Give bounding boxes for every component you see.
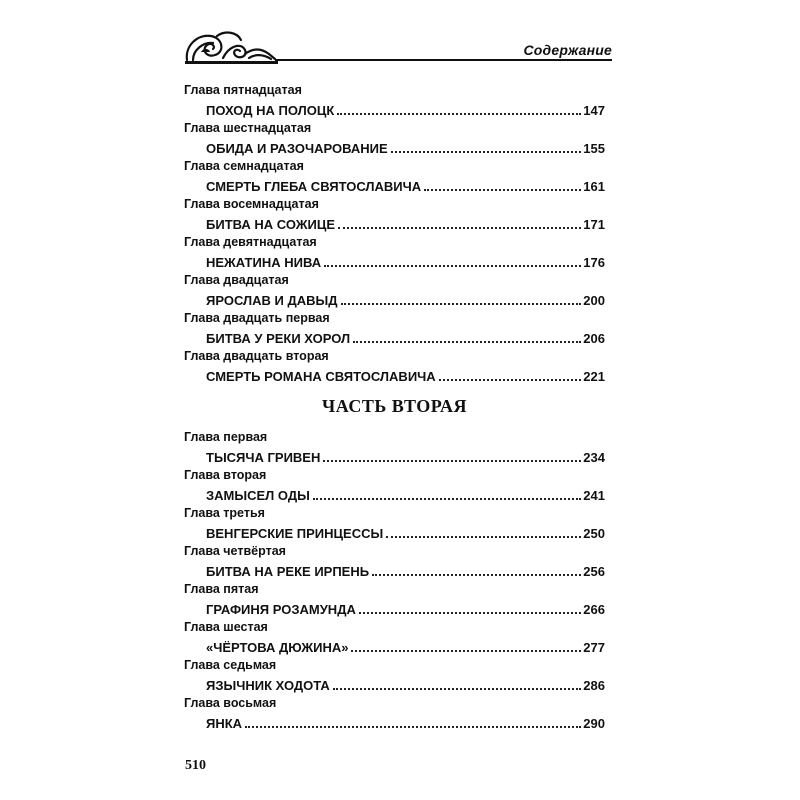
chapter-label: Глава двадцать первая bbox=[184, 311, 330, 325]
dot-leader bbox=[372, 574, 581, 576]
chapter-label: Глава вторая bbox=[184, 468, 267, 482]
chapter-page-number: 250 bbox=[583, 526, 605, 541]
dot-leader bbox=[323, 460, 581, 462]
chapter-title: НЕЖАТИНА НИВА bbox=[206, 255, 322, 270]
chapter-page-number: 241 bbox=[583, 488, 605, 503]
decorative-scroll-ornament-icon bbox=[183, 28, 278, 66]
toc-entry bbox=[184, 158, 605, 196]
dot-leader bbox=[359, 612, 581, 614]
toc-entry-line bbox=[206, 213, 605, 232]
chapter-label: Глава пятая bbox=[184, 582, 259, 596]
toc-entry-line bbox=[206, 175, 605, 194]
chapter-label: Глава шестая bbox=[184, 620, 268, 634]
chapter-title: БИТВА НА РЕКЕ ИРПЕНЬ bbox=[206, 564, 370, 579]
dot-leader bbox=[245, 726, 581, 728]
toc-entry-line bbox=[206, 289, 605, 308]
dot-leader bbox=[351, 650, 581, 652]
chapter-title: «ЧЁРТОВА ДЮЖИНА» bbox=[206, 640, 349, 655]
toc-entry bbox=[184, 543, 605, 581]
chapter-label: Глава седьмая bbox=[184, 658, 277, 672]
chapter-page-number: 256 bbox=[583, 564, 605, 579]
chapter-page-number: 290 bbox=[583, 716, 605, 731]
chapter-page-number: 171 bbox=[583, 217, 605, 232]
toc-entry bbox=[184, 272, 605, 310]
table-of-contents bbox=[184, 82, 605, 733]
toc-entry-line bbox=[206, 560, 605, 579]
toc-entry-line bbox=[206, 522, 605, 541]
chapter-page-number: 286 bbox=[583, 678, 605, 693]
dot-leader bbox=[337, 113, 581, 115]
page-number: 510 bbox=[185, 758, 206, 773]
chapter-label: Глава восемнадцатая bbox=[184, 197, 319, 211]
toc-entry bbox=[184, 581, 605, 619]
chapter-title: ОБИДА И РАЗОЧАРОВАНИЕ bbox=[206, 141, 388, 156]
chapter-label: Глава пятнадцатая bbox=[184, 83, 302, 97]
toc-part-two bbox=[184, 429, 605, 733]
toc-entry bbox=[184, 619, 605, 657]
part-two-heading: ЧАСТЬ ВТОРАЯ bbox=[322, 396, 467, 416]
chapter-label: Глава четвёртая bbox=[184, 544, 286, 558]
dot-leader bbox=[333, 688, 582, 690]
dot-leader bbox=[391, 151, 582, 153]
chapter-title: СМЕРТЬ ГЛЕБА СВЯТОСЛАВИЧА bbox=[206, 179, 422, 194]
toc-entry-line bbox=[206, 251, 605, 270]
chapter-label: Глава девятнадцатая bbox=[184, 235, 317, 249]
chapter-title: ПОХОД НА ПОЛОЦК bbox=[206, 103, 335, 118]
toc-entry bbox=[184, 695, 605, 733]
chapter-title: СМЕРТЬ РОМАНА СВЯТОСЛАВИЧА bbox=[206, 369, 436, 384]
toc-entry bbox=[184, 82, 605, 120]
chapter-page-number: 277 bbox=[583, 640, 605, 655]
toc-entry bbox=[184, 196, 605, 234]
toc-entry bbox=[184, 348, 605, 386]
toc-entry bbox=[184, 505, 605, 543]
chapter-page-number: 221 bbox=[583, 369, 605, 384]
chapter-title: ВЕНГЕРСКИЕ ПРИНЦЕССЫ bbox=[206, 526, 384, 541]
toc-entry-line bbox=[206, 674, 605, 693]
chapter-title: ЯНКА bbox=[206, 716, 243, 731]
header-rule bbox=[275, 59, 612, 61]
running-title: Содержание bbox=[523, 42, 612, 58]
toc-entry bbox=[184, 234, 605, 272]
dot-leader bbox=[386, 536, 581, 538]
toc-entry-line bbox=[206, 484, 605, 503]
toc-entry bbox=[184, 120, 605, 158]
chapter-title: ЯЗЫЧНИК ХОДОТА bbox=[206, 678, 330, 693]
dot-leader bbox=[324, 265, 581, 267]
toc-entry-line bbox=[206, 636, 605, 655]
chapter-page-number: 266 bbox=[583, 602, 605, 617]
chapter-title: ЯРОСЛАВ И ДАВЫД bbox=[206, 293, 338, 308]
toc-entry bbox=[184, 657, 605, 695]
chapter-title: БИТВА У РЕКИ ХОРОЛ bbox=[206, 331, 351, 346]
chapter-page-number: 161 bbox=[583, 179, 605, 194]
dot-leader bbox=[439, 379, 582, 381]
chapter-page-number: 155 bbox=[583, 141, 605, 156]
chapter-label: Глава семнадцатая bbox=[184, 159, 304, 173]
dot-leader bbox=[353, 341, 581, 343]
toc-entry-line bbox=[206, 137, 605, 156]
toc-entry-line bbox=[206, 446, 605, 465]
dot-leader bbox=[341, 303, 582, 305]
dot-leader bbox=[424, 189, 581, 191]
chapter-label: Глава третья bbox=[184, 506, 265, 520]
chapter-title: ТЫСЯЧА ГРИВЕН bbox=[206, 450, 321, 465]
chapter-title: ГРАФИНЯ РОЗАМУНДА bbox=[206, 602, 356, 617]
chapter-label: Глава двадцатая bbox=[184, 273, 289, 287]
toc-entry-line bbox=[206, 99, 605, 118]
toc-entry-line bbox=[206, 712, 605, 731]
toc-entry-line bbox=[206, 327, 605, 346]
toc-entry bbox=[184, 467, 605, 505]
chapter-page-number: 176 bbox=[583, 255, 605, 270]
chapter-title: ЗАМЫСЕЛ ОДЫ bbox=[206, 488, 310, 503]
chapter-title: БИТВА НА СОЖИЦЕ bbox=[206, 217, 336, 232]
chapter-page-number: 147 bbox=[583, 103, 605, 118]
toc-entry-line bbox=[206, 365, 605, 384]
dot-leader bbox=[338, 227, 581, 229]
chapter-page-number: 200 bbox=[583, 293, 605, 308]
toc-entry bbox=[184, 429, 605, 467]
toc-part-one bbox=[184, 82, 605, 386]
chapter-page-number: 234 bbox=[583, 450, 605, 465]
dot-leader bbox=[313, 498, 581, 500]
chapter-label: Глава восьмая bbox=[184, 696, 277, 710]
chapter-label: Глава первая bbox=[184, 430, 268, 444]
chapter-page-number: 206 bbox=[583, 331, 605, 346]
chapter-label: Глава двадцать вторая bbox=[184, 349, 329, 363]
chapter-label: Глава шестнадцатая bbox=[184, 121, 312, 135]
toc-entry-line bbox=[206, 598, 605, 617]
toc-entry bbox=[184, 310, 605, 348]
